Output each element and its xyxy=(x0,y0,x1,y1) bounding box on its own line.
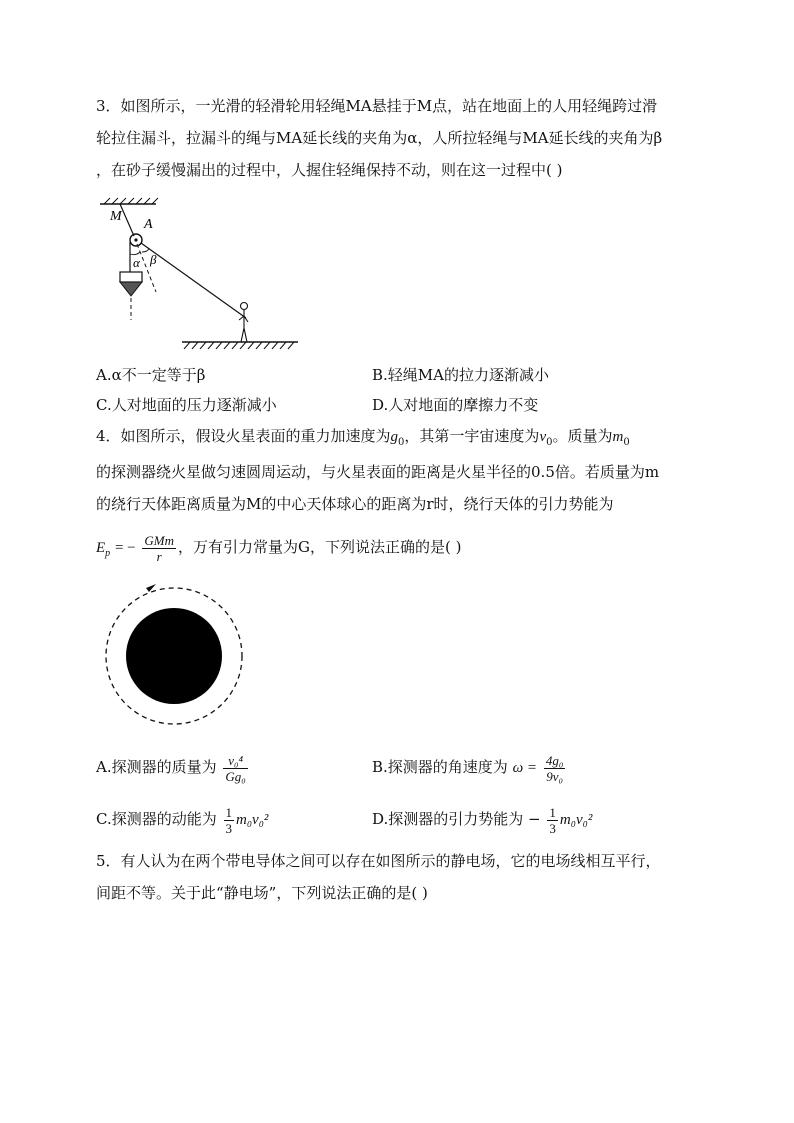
q3-stem-line1: 3．如图所示，一光滑的轻滑轮用轻绳MA悬挂于M点，站在地面上的人用轻绳跨过滑 xyxy=(96,97,658,115)
q4-option-a[interactable]: A.探测器的质量为 $\frac{\text{v₀⁴}}{\text{Gg₀}}$ xyxy=(96,752,246,784)
q4-stem-line4: $E_p$ = − $\frac{\text{GMm}}{r}$ ，万有引力常量为G，下列说法正确的是( ) xyxy=(96,532,462,564)
q4-stem-line1: 4．如图所示，假设火星表面的重力加速度为$g_0$，其第一宇宙速度为$v_0$。质量为$m_0$ xyxy=(96,427,630,448)
q3-pulley-figure xyxy=(96,196,306,356)
mars-body xyxy=(126,608,222,704)
funnel-top xyxy=(120,272,142,282)
q4-option-b[interactable]: B.探测器的角速度为 ω = $\frac{\text{4g₀}}{\text{9v₀}}$ xyxy=(372,752,564,784)
label-A: A xyxy=(144,217,153,232)
q3-option-a[interactable]: A.α不一定等于β xyxy=(96,366,206,384)
q4-option-d[interactable]: D.探测器的引力势能为 − $\frac{1}{3}$ m₀v₀² xyxy=(372,804,593,836)
label-M: M xyxy=(110,209,122,224)
q3-stem-line2: 轮拉住漏斗，拉漏斗的绳与MA延长线的夹角为α，人所拉轻绳与MA延长线的夹角为β xyxy=(96,129,663,147)
q4-option-c[interactable]: C.探测器的动能为 $\frac{1}{3}$ m₀v₀² xyxy=(96,804,269,836)
q5-stem-line2: 间距不等。关于此“静电场”，下列说法正确的是( ) xyxy=(96,884,428,902)
ep-fraction: $\frac{\text{GMm}}{r}$ xyxy=(144,532,175,564)
q3-option-d[interactable]: D.人对地面的摩擦力不变 xyxy=(372,396,539,414)
q4-stem-line2: 的探测器绕火星做匀速圆周运动，与火星表面的距离是火星半径的0.5倍。若质量为m xyxy=(96,463,660,481)
label-alpha: α xyxy=(133,255,140,270)
label-beta: β xyxy=(150,252,157,267)
q5-stem-line1: 5．有人认为在两个带电导体之间可以存在如图所示的静电场，它的电场线相互平行， xyxy=(96,852,661,870)
funnel-sand xyxy=(120,282,142,296)
q4-stem-line3: 的绕行天体距离质量为M的中心天体球心的距离为r时，绕行天体的引力势能为 xyxy=(96,495,614,513)
q3-option-b[interactable]: B.轻绳MA的拉力逐渐减小 xyxy=(372,366,549,384)
q3-option-c[interactable]: C.人对地面的压力逐渐减小 xyxy=(96,396,277,414)
q3-stem-line3: ，在砂子缓慢漏出的过程中，人握住轻绳保持不动，则在这一过程中( ) xyxy=(96,161,563,179)
person xyxy=(239,303,248,343)
q4-orbit-figure xyxy=(96,578,256,738)
